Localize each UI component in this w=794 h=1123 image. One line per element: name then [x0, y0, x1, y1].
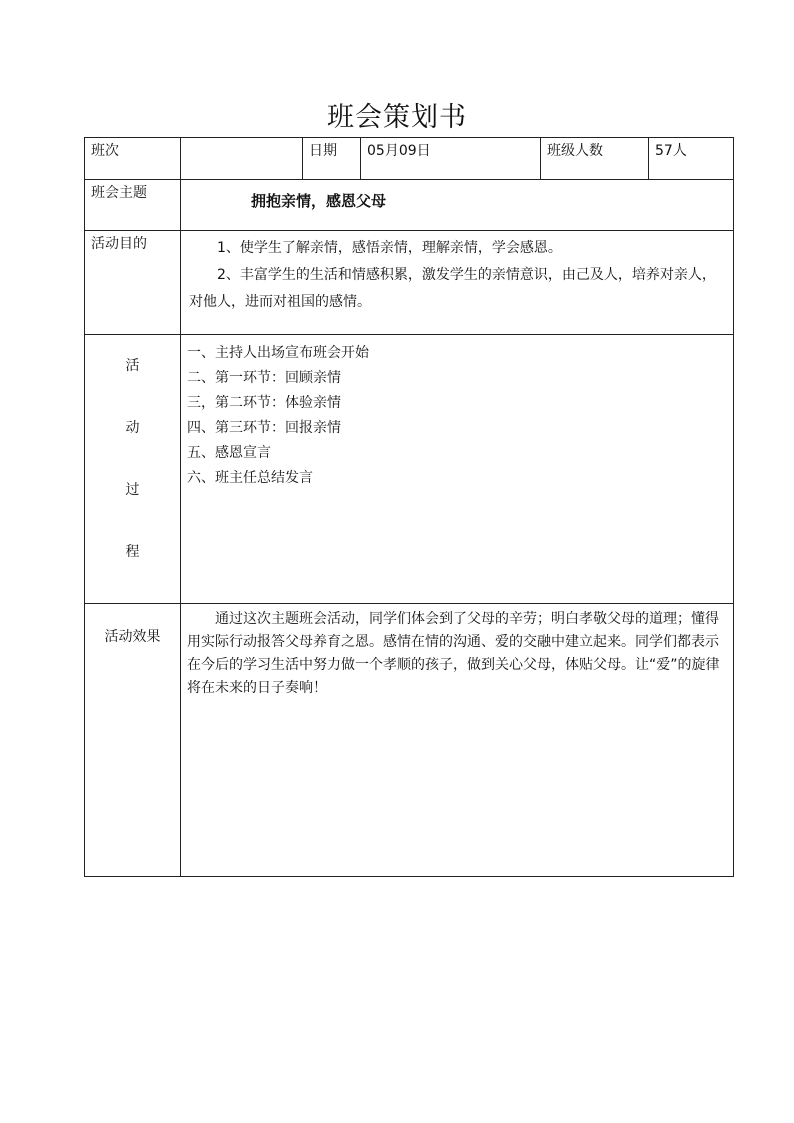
- process-label-char: 动: [125, 420, 140, 436]
- process-step: 六、班主任总结发言: [187, 470, 313, 486]
- theme-value: 拥抱亲情，感恩父母: [251, 192, 387, 210]
- effect-content-cell: [181, 604, 734, 877]
- purpose-content-cell: [181, 231, 734, 335]
- date-value: 05月09日: [367, 143, 431, 159]
- class-label: 班次: [91, 143, 119, 159]
- process-row: [85, 335, 734, 604]
- count-label-cell: [541, 138, 649, 180]
- purpose-label: 活动目的: [91, 236, 147, 252]
- class-label-cell: [85, 138, 181, 180]
- process-step: 四、第三环节：回报亲情: [187, 420, 341, 436]
- theme-row: [85, 180, 734, 231]
- effect-label: 活动效果: [104, 629, 161, 645]
- purpose-row: [85, 231, 734, 335]
- plan-table: [84, 137, 734, 877]
- effect-text: 通过这次主题班会活动，同学们体会到了父母的辛劳；明白孝敬父母的道理；懂得用实际行动报答父母养育之恩。感情在情的沟通、爱的交融中建立起来。同学们都表示在今后的学习生活中努力做一个孝顺的孩子，做到关心父母，体贴父母。让“爱”的旋律将在未来的日子奏响！: [187, 611, 720, 696]
- process-label: [85, 335, 180, 603]
- class-value: [181, 138, 302, 144]
- theme-value-cell: [181, 180, 734, 231]
- theme-label: 班会主题: [91, 185, 147, 201]
- purpose-label-cell: [85, 231, 181, 335]
- effect-label-cell: [85, 604, 181, 877]
- class-size-value: 57人: [655, 143, 687, 159]
- date-value-cell: [361, 138, 541, 180]
- process-step: 一、主持人出场宣布班会开始: [187, 345, 369, 361]
- process-content-cell: [181, 335, 734, 604]
- header-row: [85, 138, 734, 180]
- process-label-char: 活: [125, 358, 140, 374]
- theme-label-cell: [85, 180, 181, 231]
- date-label-cell: [303, 138, 361, 180]
- process-label-cell: [85, 335, 181, 604]
- process-label-char: 程: [125, 544, 140, 560]
- date-label: 日期: [309, 143, 337, 159]
- page-title: 班会策划书: [327, 102, 467, 133]
- process-step: 三，第二环节：体验亲情: [187, 395, 341, 411]
- effect-row: [85, 604, 734, 877]
- purpose-item: 1、使学生了解亲情，感悟亲情，理解亲情，学会感恩。: [217, 240, 562, 256]
- class-size-label: 班级人数: [547, 143, 603, 159]
- class-value-cell: [181, 138, 303, 180]
- purpose-item: 2、丰富学生的生活和情感积累，激发学生的亲情意识，由己及人，培养对亲人，对他人，进而对祖国的感情。: [189, 267, 716, 310]
- count-value-cell: [649, 138, 734, 180]
- process-step: 五、感恩宣言: [187, 445, 271, 461]
- process-step: 二、第一环节：回顾亲情: [187, 370, 341, 386]
- process-label-char: 过: [125, 482, 140, 498]
